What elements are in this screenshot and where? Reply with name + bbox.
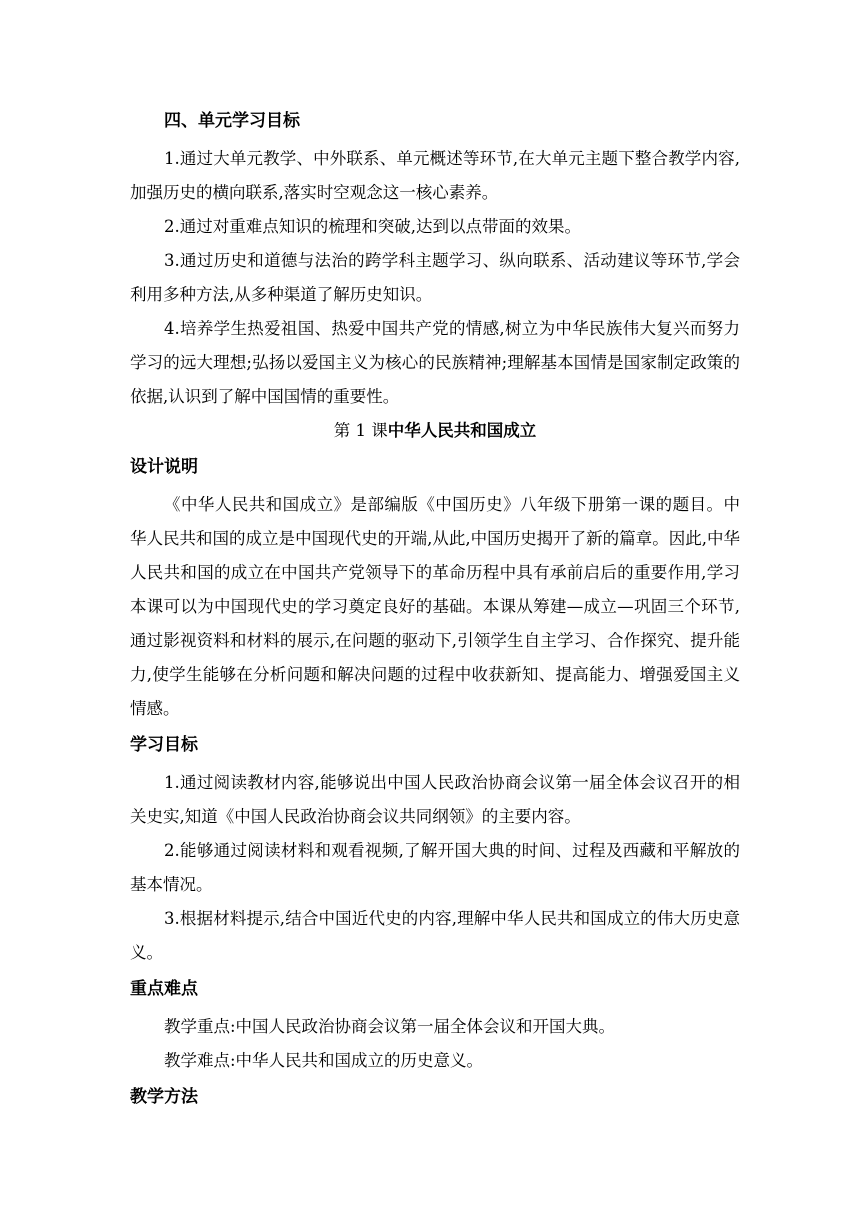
unit-goal-item: 4.培养学生热爱祖国、热爱中国共产党的情感,树立为中华民族伟大复兴而努力学习的远大理想;弘扬以爱国主义为核心的民族精神;理解基本国情是国家制定政策的依据,认识到了解中国国情的重要性。 bbox=[130, 319, 740, 406]
key-points-heading: 重点难点 bbox=[130, 979, 198, 999]
objective-item: 2.能够通过阅读材料和观看视频,了解开国大典的时间、过程及西藏和平解放的基本情况。 bbox=[130, 841, 740, 894]
design-text: 《中华人民共和国成立》是部编版《中国历史》八年级下册第一课的题目。中华人民共和国的成立是中国现代史的开端,从此,中国历史揭开了新的篇章。因此,中华人民共和国的成立在中国共产党领导下的革命历程中具有承前启后的重要作用,学习本课可以为中国现代史的学习奠定良好的基础。本课从筹建—成立—巩固三个环节,通过影视资料和材料的展示,在问题的驱动下,引领学生自主学习、合作探究、提升能力,使学生能够在分析问题和解决问题的过程中收获新知、提高能力、增强爱国主义情感。 bbox=[130, 495, 740, 718]
objective-item: 3.根据材料提示,结合中国近代史的内容,理解中华人民共和国成立的伟大历史意义。 bbox=[130, 909, 740, 962]
objectives-heading: 学习目标 bbox=[130, 735, 198, 755]
lesson-name: 中华人民共和国成立 bbox=[387, 421, 537, 440]
lesson-title bbox=[130, 414, 740, 448]
design-heading: 设计说明 bbox=[130, 457, 198, 477]
unit-goal-item: 1.通过大单元教学、中外联系、单元概述等环节,在大单元主题下整合教学内容,加强历史的横向联系,落实时空观念这一核心素养。 bbox=[130, 149, 740, 202]
methods-heading: 教学方法 bbox=[130, 1087, 198, 1107]
unit-goal-item: 3.通过历史和道德与法治的跨学科主题学习、纵向联系、活动建议等环节,学会利用多种方法,从多种渠道了解历史知识。 bbox=[130, 251, 740, 304]
unit-goal-item: 2.通过对重难点知识的梳理和突破,达到以点带面的效果。 bbox=[164, 217, 581, 236]
unit-goals-heading: 四、单元学习目标 bbox=[164, 111, 300, 131]
document-page bbox=[130, 108, 740, 1118]
key-point-item: 教学重点:中国人民政治协商会议第一届全体会议和开国大典。 bbox=[164, 1017, 616, 1036]
objective-item: 1.通过阅读教材内容,能够说出中国人民政治协商会议第一届全体会议召开的相关史实,知道《中国人民政治协商会议共同纲领》的主要内容。 bbox=[130, 773, 740, 826]
key-point-item: 教学难点:中华人民共和国成立的历史意义。 bbox=[164, 1051, 484, 1070]
lesson-number: 第 1 课 bbox=[333, 421, 388, 440]
